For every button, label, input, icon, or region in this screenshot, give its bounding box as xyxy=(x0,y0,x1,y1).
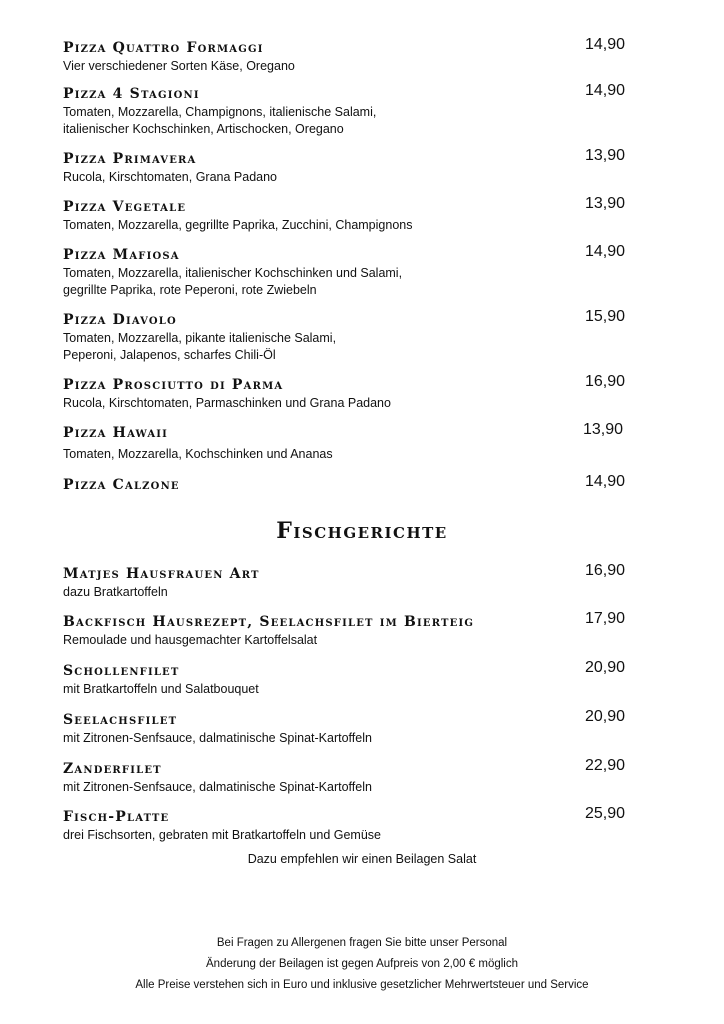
menu-item xyxy=(63,373,633,412)
item-price: 20,90 xyxy=(584,659,625,676)
item-description: Tomaten, Mozzarella, pikante italienische Salami, Peperoni, Jalapenos, scharfes Chili-Öl xyxy=(63,331,337,362)
item-description: Tomaten, Mozzarella, gegrillte Paprika, Zucchini, Champignons xyxy=(63,218,413,232)
item-price: 13,90 xyxy=(584,147,625,164)
menu-item xyxy=(63,708,633,747)
menu-item xyxy=(63,308,633,364)
item-price: 14,90 xyxy=(584,36,625,53)
menu-item xyxy=(63,659,633,698)
menu-item xyxy=(63,82,633,138)
item-price: 17,90 xyxy=(584,610,625,627)
footer-allergen-note: Bei Fragen zu Allergenen fragen Sie bitte unser Personal xyxy=(216,937,508,949)
item-description: Remoulade und hausgemachter Kartoffelsalat xyxy=(63,633,318,647)
menu-item xyxy=(63,36,633,75)
item-name: Schollenfilet xyxy=(63,663,180,679)
item-name: Zanderfilet xyxy=(63,761,162,777)
menu-item xyxy=(63,562,633,601)
item-name: Pizza Mafiosa xyxy=(63,247,180,263)
menu-item xyxy=(63,243,633,299)
item-description: mit Bratkartoffeln und Salatbouquet xyxy=(63,682,259,696)
menu-item xyxy=(63,805,633,844)
item-description: Tomaten, Mozzarella, Champignons, italienische Salami, italienischer Kochschinken, Artischocken, Oregano xyxy=(63,105,377,136)
menu-item xyxy=(63,195,633,234)
item-price: 15,90 xyxy=(584,308,625,325)
item-price: 20,90 xyxy=(584,708,625,725)
item-name: Pizza Prosciutto di Parma xyxy=(63,377,284,393)
item-price: 16,90 xyxy=(584,562,625,579)
item-description: Rucola, Kirschtomaten, Parmaschinken und Grana Padano xyxy=(63,396,391,410)
item-name: Pizza Quattro Formaggi xyxy=(63,40,264,56)
item-price: 16,90 xyxy=(584,373,625,390)
item-price: 13,90 xyxy=(584,195,625,212)
item-description: Tomaten, Mozzarella, Kochschinken und Ananas xyxy=(63,447,333,461)
item-price: 22,90 xyxy=(584,757,625,774)
item-name: Pizza Diavolo xyxy=(63,312,177,328)
footer-prices-note: Alle Preise verstehen sich in Euro und inklusive gesetzlicher Mehrwertsteuer und Service xyxy=(135,979,589,991)
item-name: Backfisch Hausrezept, Seelachsfilet im Bierteig xyxy=(63,614,475,630)
item-name: Pizza Primavera xyxy=(63,151,197,167)
item-price: 13,90 xyxy=(582,421,623,438)
item-name: Matjes Hausfrauen Art xyxy=(63,566,260,582)
menu-item xyxy=(63,147,633,186)
item-description: dazu Bratkartoffeln xyxy=(63,585,168,599)
menu-item xyxy=(63,473,633,493)
item-price: 14,90 xyxy=(584,473,625,490)
item-description: Tomaten, Mozzarella, italienischer Kochschinken und Salami, gegrillte Paprika, rote Peperoni, rote Zwiebeln xyxy=(63,266,403,297)
item-name: Pizza Calzone xyxy=(63,477,180,493)
item-name: Seelachsfilet xyxy=(63,712,178,728)
item-price: 14,90 xyxy=(584,243,625,260)
section-title: Fischgerichte xyxy=(276,518,448,544)
item-description: mit Zitronen-Senfsauce, dalmatinische Spinat-Kartoffeln xyxy=(63,780,372,794)
item-name: Pizza 4 Stagioni xyxy=(63,86,200,102)
item-description: drei Fischsorten, gebraten mit Bratkartoffeln und Gemüse xyxy=(63,828,381,842)
menu-item xyxy=(63,757,633,796)
item-name: Fisch-Platte xyxy=(63,809,170,825)
footer-sides-note: Änderung der Beilagen ist gegen Aufpreis von 2,00 € möglich xyxy=(206,958,518,970)
item-name: Pizza Hawaii xyxy=(63,425,169,441)
item-name: Pizza Vegetale xyxy=(63,199,187,215)
menu-item xyxy=(63,421,633,463)
item-description: Vier verschiedener Sorten Käse, Oregano xyxy=(63,59,295,73)
item-description: Rucola, Kirschtomaten, Grana Padano xyxy=(63,170,278,184)
item-description: mit Zitronen-Senfsauce, dalmatinische Spinat-Kartoffeln xyxy=(63,731,372,745)
item-price: 14,90 xyxy=(584,82,625,99)
recommendation-note: Dazu empfehlen wir einen Beilagen Salat xyxy=(247,852,477,866)
menu-item xyxy=(63,610,633,649)
item-price: 25,90 xyxy=(584,805,625,822)
